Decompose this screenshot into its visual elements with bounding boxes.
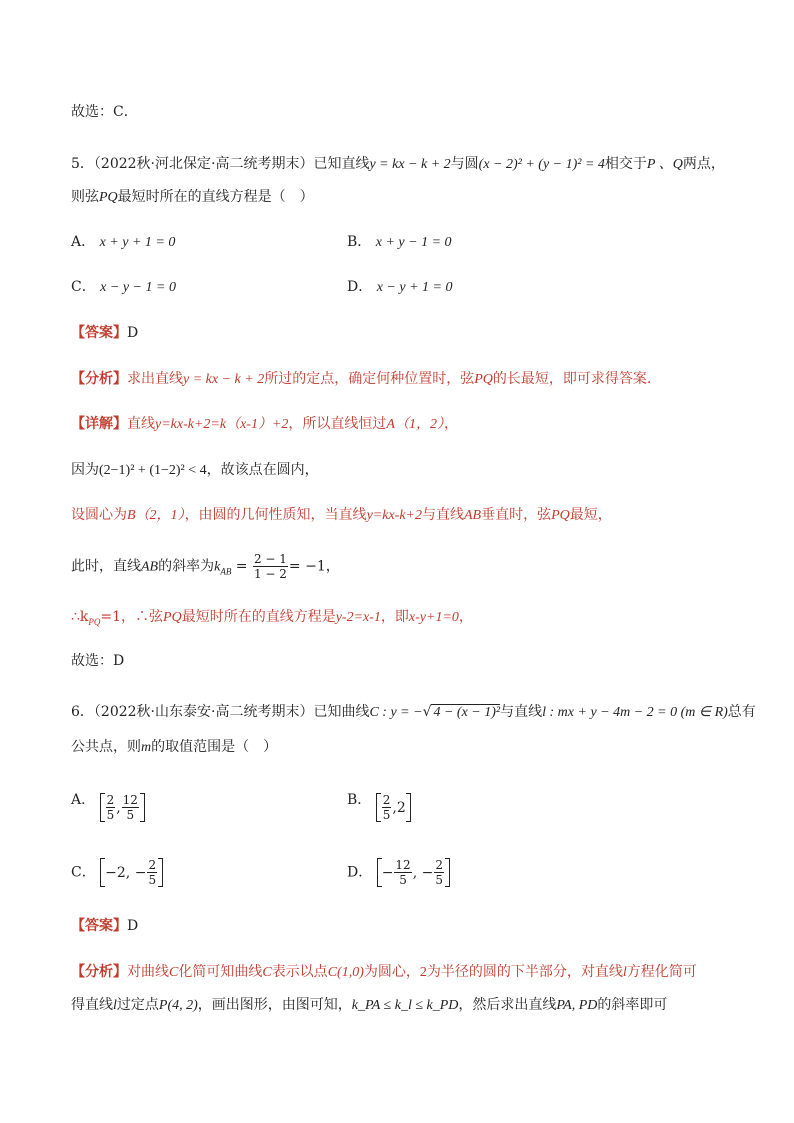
fraction-numerator: 2: [106, 793, 115, 807]
analysis-text: 对曲线: [127, 964, 169, 980]
detail-equation: y-2=x-1: [335, 610, 381, 625]
detail-text: ，所以直线恒过: [288, 416, 387, 432]
fraction-numerator: 2: [435, 858, 443, 872]
q5-stem-line1: [71, 154, 725, 175]
q6-analysis-line2: [71, 995, 667, 1016]
interval: $\frac{2}{5}$ , $\frac{12}{5}$: [100, 793, 145, 822]
q5-detail-line1: [71, 414, 458, 435]
fraction-denominator: 1 − 2: [253, 567, 287, 581]
detail-text: 的斜率为: [158, 558, 215, 575]
detail-text: ，即: [380, 609, 409, 625]
option-label: A．: [71, 792, 96, 808]
detail-text: 直线: [127, 416, 155, 432]
interval-separator: , −: [412, 864, 434, 881]
fraction: [122, 793, 139, 822]
detail-text: = −1，: [288, 558, 340, 575]
detail-text: ，: [458, 609, 473, 625]
answer-value: D: [127, 918, 139, 934]
option-text: x − y − 1 = 0: [100, 280, 176, 295]
q5-option-a[interactable]: [71, 232, 175, 253]
analysis-radius: 2: [419, 965, 427, 980]
q6-stem-text: 与直线: [500, 704, 543, 720]
fraction-denominator: 5: [435, 873, 443, 887]
q6-answer: [71, 916, 138, 936]
analysis-symbol: C: [262, 965, 272, 980]
detail-chord: PQ: [551, 508, 570, 523]
analysis-tag: 【分析】: [71, 371, 127, 387]
interval: [377, 858, 450, 887]
analysis-symbol: C: [169, 965, 179, 980]
analysis-tag: 【分析】: [71, 964, 127, 980]
detail-text: ，由圆的几何性质知，当直线: [184, 507, 367, 523]
analysis-text: 方程化简可: [626, 964, 697, 980]
detail-text: 此时，直线: [71, 558, 141, 575]
analysis-symbol: l: [622, 965, 627, 980]
option-label: D．: [347, 864, 373, 881]
q5-stem-text: 已知直线: [313, 156, 370, 172]
q5-answer: [71, 323, 138, 343]
detail-tag: 【详解】: [71, 416, 127, 432]
fraction-denominator: 5: [148, 873, 157, 887]
q6-number: 6．: [71, 704, 94, 720]
fraction: [394, 858, 411, 887]
q5-stem-text: 相交于: [604, 156, 647, 172]
analysis-text: 表示以点: [271, 964, 328, 980]
option-label: D．: [347, 279, 373, 295]
option-label: C．: [71, 864, 96, 881]
detail-text: =1，∴弦: [100, 609, 164, 625]
q6-stem-text: 的取值范围是（ ）: [151, 739, 278, 755]
detail-text: 设圆心为: [71, 507, 127, 523]
detail-text: 与直线: [421, 507, 464, 523]
q5-circle-equation: (x − 2)² + (y − 1)² = 4: [478, 157, 605, 172]
slope-subscript: AB: [220, 566, 232, 577]
q5-stem-text: 与圆: [450, 156, 479, 172]
q6-option-d[interactable]: [347, 858, 450, 887]
q6-analysis-line1: [71, 962, 697, 983]
analysis-text: 化简可知曲线: [178, 964, 263, 980]
q5-option-d[interactable]: [347, 277, 452, 298]
q5-source: （2022秋·河北保定·高二统考期末）: [93, 156, 314, 172]
analysis-text: ，画出图形，由图可知，: [197, 997, 352, 1013]
option-text: x + y + 1 = 0: [99, 235, 176, 250]
detail-equation: x-y+1=0: [408, 610, 459, 625]
detail-text: 垂直时，弦: [481, 507, 552, 523]
detail-point: A（1，2）: [386, 417, 444, 432]
option-label: B．: [347, 234, 372, 250]
q6-variable-m: m: [141, 740, 152, 755]
analysis-text: 所过的定点，确定何种位置时，弦: [264, 371, 475, 387]
detail-text: ，: [443, 416, 458, 432]
fraction-numerator: 2: [382, 793, 391, 807]
detail-segment: AB: [463, 508, 482, 523]
q6-stem-text: 公共点，则: [71, 739, 141, 755]
detail-inequality: (2−1)² + (1−2)² < 4: [99, 463, 207, 478]
analysis-inequality: k_PA ≤ k_l ≤ k_PD: [351, 998, 459, 1013]
fraction: [147, 858, 157, 887]
detail-equation: y=kx-k+2=k（x-1）+2: [155, 417, 289, 432]
q6-option-a[interactable]: [71, 790, 145, 822]
fraction: [382, 793, 392, 822]
analysis-text: 得直线: [71, 997, 113, 1013]
q5-stem-text: 两点，: [682, 156, 725, 172]
fraction-denominator: 5: [399, 873, 407, 887]
q5-line-equation: y = kx − k + 2: [369, 157, 451, 172]
detail-equation: y=kx-k+2: [366, 508, 422, 523]
q6-option-b[interactable]: [347, 790, 411, 822]
q6-option-c[interactable]: [71, 858, 163, 887]
interval-bound: −: [381, 864, 394, 881]
fraction-numerator: 12: [122, 793, 138, 807]
detail-chord: PQ: [163, 610, 182, 625]
analysis-equation: y = kx − k + 2: [183, 372, 265, 387]
fraction-denominator: 5: [126, 808, 135, 822]
fraction-denominator: 5: [382, 808, 391, 822]
answer-tag: 【答案】: [71, 918, 127, 934]
analysis-lines: PA, PD: [556, 998, 598, 1013]
analysis-text: 过定点: [116, 997, 159, 1013]
interval: $\frac{2}{5}$ , 2: [376, 793, 411, 822]
q5-stem-line2: [71, 187, 314, 208]
fraction: [434, 858, 444, 887]
detail-text: 最短，: [569, 507, 612, 523]
analysis-text: ，然后求出直线: [458, 997, 557, 1013]
analysis-text: 的长最短，即可求得答案.: [492, 371, 652, 387]
previous-answer: 故选：C．: [71, 104, 138, 120]
detail-point: B（2，1）: [127, 508, 185, 523]
q5-detail-line4: 此时，直线AB的斜率为$k_{AB}$ = $\frac{2 - 1}{1 - 2}$ = −1，: [71, 552, 340, 581]
q5-chord: PQ: [99, 190, 118, 205]
answer-tag: 【答案】: [71, 325, 127, 341]
option-label: A．: [71, 234, 96, 250]
analysis-text: 的斜率即可: [597, 997, 668, 1013]
detail-text: ∴k: [71, 609, 89, 625]
analysis-text: 求出直线: [127, 371, 183, 387]
q5-detail-line5: [71, 607, 473, 632]
fraction-denominator: 5: [106, 808, 115, 822]
analysis-text: 为半径的圆的下半部分，对直线: [426, 964, 623, 980]
fraction-numerator: 2 − 1: [253, 552, 287, 566]
analysis-point: C(1,0): [327, 965, 364, 980]
q6-stem-text: 已知曲线: [313, 704, 370, 720]
option-text: x − y + 1 = 0: [376, 280, 453, 295]
q6-line-equation: l : mx + y − 4m − 2 = 0 (m ∈ R): [542, 705, 728, 720]
interval: [100, 858, 163, 887]
option-label: C．: [71, 279, 96, 295]
fraction-numerator: 12: [395, 858, 411, 872]
q5-analysis: [71, 369, 651, 390]
option-text: x + y − 1 = 0: [375, 235, 452, 250]
analysis-symbol: l: [113, 998, 117, 1013]
option-label: B．: [347, 792, 372, 808]
q5-stem-text: 则弦: [71, 189, 99, 205]
q6-curve-radicand: 4 − (x − 1)²: [433, 705, 501, 720]
fraction: [106, 793, 116, 822]
detail-text: 因为: [71, 462, 99, 478]
detail-text: ，故该点在圆内，: [206, 462, 319, 478]
q5-detail-line3: [71, 505, 612, 526]
analysis-chord: PQ: [474, 372, 493, 387]
q6-stem-text: 总有: [727, 704, 756, 720]
q5-points: P 、Q: [646, 157, 683, 172]
interval-bound: 2: [396, 799, 406, 816]
detail-segment: AB: [141, 559, 159, 575]
detail-text: 最短时所在的直线方程是: [181, 609, 336, 625]
analysis-text: 为圆心，: [363, 964, 420, 980]
slope-subscript: PQ: [88, 616, 101, 627]
interval-bound: −2, −: [105, 864, 147, 881]
q5-stem-text: 最短时所在的直线方程是（ ）: [117, 189, 314, 205]
q6-stem-line1: 6．（2022秋·山东泰安·高二统考期末）已知曲线C : y = −√ 4 − (x − 1)²与直线l : mx + y − 4m − 2 = 0 (m ∈ R)总有: [71, 704, 756, 720]
answer-value: D: [127, 325, 139, 341]
q6-source: （2022秋·山东泰安·高二统考期末）: [93, 704, 314, 720]
q5-final-answer: 故选：D: [71, 653, 125, 669]
q5-option-b[interactable]: [347, 232, 452, 253]
q5-number: 5．: [71, 156, 94, 172]
slope-symbol: k: [214, 559, 221, 575]
q6-curve-equation: C : y = −: [369, 705, 423, 720]
q6-stem-line2: [71, 737, 277, 758]
analysis-point: P(4, 2): [158, 998, 198, 1013]
slope-fraction: [253, 552, 288, 581]
fraction-numerator: 2: [148, 858, 157, 872]
q5-detail-line2: [71, 460, 319, 481]
q5-option-c[interactable]: [71, 277, 176, 298]
